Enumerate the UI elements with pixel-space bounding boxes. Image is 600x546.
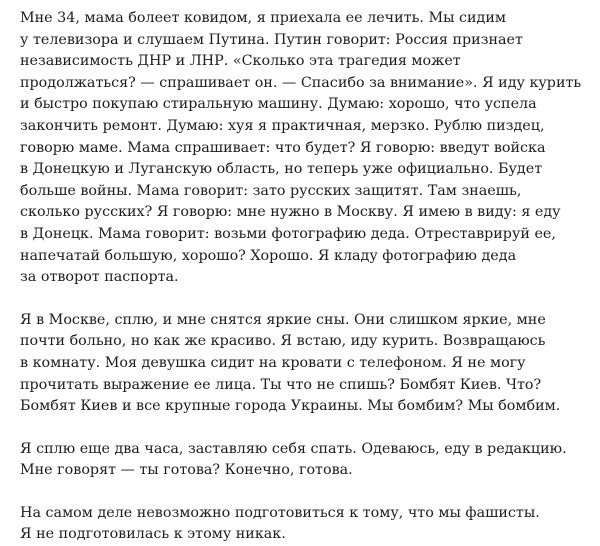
paragraph-line: Бомбят Киев и все крупные города Украины. Мы бомбим? Мы бомбим. [20, 398, 561, 415]
paragraph-line: закончить ремонт. Думаю: хуя я практичная, мерзко. Рублю пиздец, [20, 117, 545, 134]
paragraph-2 [20, 310, 582, 418]
paragraph-line: говорю маме. Мама спрашивает: что будет? Я говорю: введут войска [20, 139, 546, 156]
paragraph-4 [20, 503, 582, 546]
paragraph-line: Я не подготовилась к этому никак. [20, 526, 286, 543]
paragraph-3 [20, 439, 582, 482]
paragraph-1 [20, 8, 582, 289]
paragraph-line: в комнату. Моя девушка сидит на кровати с телефоном. Я не могу [20, 354, 526, 371]
paragraph-line: прочитать выражение ее лица. Ты что не спишь? Бомбят Киев. Что? [20, 376, 542, 393]
paragraph-line: сколько русских? Я говорю: мне нужно в Москву. Я имею в виду: я еду [20, 204, 561, 221]
paragraph-line: Мне говорят — ты готова? Конечно, готова. [20, 462, 353, 479]
paragraph-line: Я в Москве, сплю, и мне снятся яркие сны. Они слишком яркие, мне [20, 311, 546, 328]
paragraph-line: Я сплю еще два часа, заставляю себя спать. Одеваюсь, еду в редакцию. [20, 440, 567, 457]
paragraph-line: почти больно, но как же красиво. Я встаю, иду курить. Возвращаюсь [20, 333, 546, 350]
paragraph-line: за отворот паспорта. [20, 269, 179, 286]
paragraph-line: в Донецк. Мама говорит: возьми фотографию деда. Отреставрируй ее, [20, 225, 556, 242]
paragraph-line: На самом деле невозможно подготовиться к тому, что мы фашисты. [20, 504, 540, 521]
paragraph-line: продолжаться? — спрашивает он. — Спасибо за внимание». Я иду курить [20, 74, 582, 91]
paragraph-line: напечатай большую, хорошо? Хорошо. Я кладу фотографию деда [20, 247, 517, 264]
paragraph-line: больше войны. Мама говорит: зато русских защитят. Там знаешь, [20, 182, 522, 199]
paragraph-line: и быстро покупаю стиральную машину. Думаю: хорошо, что успела [20, 96, 537, 113]
paragraph-line: у телевизора и слушаем Путина. Путин говорит: Россия признает [20, 31, 523, 48]
paragraph-line: Мне 34, мама болеет ковидом, я приехала ее лечить. Мы сидим [20, 10, 506, 26]
paragraph-line: независимость ДНР и ЛНР. «Сколько эта трагедия может [20, 53, 461, 70]
paragraph-line: в Донецкую и Луганскую область, но теперь уже официально. Будет [20, 161, 543, 178]
